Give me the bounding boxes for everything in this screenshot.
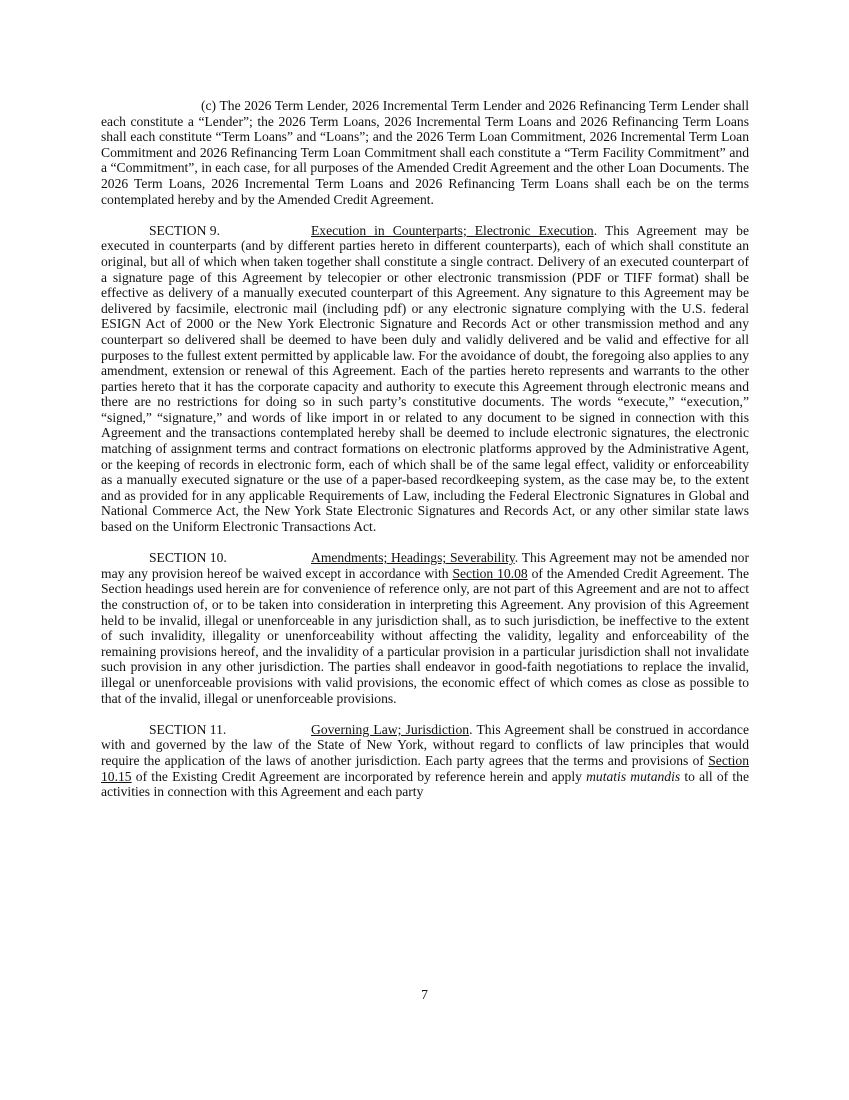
section-10-body-start: . This Agreement may not be amended nor may any provision hereof be waived except in accordance with bbox=[101, 550, 750, 581]
section-11 bbox=[101, 722, 749, 800]
section-10 bbox=[101, 550, 749, 706]
section-10-heading: Amendments; Headings; Severability bbox=[311, 550, 515, 566]
section-11-body-start: . This Agreement shall be construed in accordance with and governed by the law of the State of New York, without regard to conflicts of law principles that would require the application of the laws of another jurisdiction. Each party agrees that the terms and provisions of bbox=[101, 721, 749, 768]
page-number: 7 bbox=[421, 987, 428, 1002]
section-11-italic-term: mutatis mutandis bbox=[586, 768, 681, 784]
section-10-body-end: of the Amended Credit Agreement. The Section headings used herein are for convenience of reference only, are not part of this Agreement and are not to affect the construction of, or to be taken into consideration in interpreting this Agreement. Any provision of this Agreement held to be invalid, illegal or unenforceable in any jurisdiction shall, as to such jurisdiction, be ineffective to the extent of such invalidity, illegality or unenforceability without affecting the validity, legality and enforceability of the remaining provisions hereof, and the invalidity of a particular provision in a particular jurisdiction shall not invalidate such provision in any other jurisdiction. The parties shall endeavor in good-faith negotiations to replace the invalid, illegal or unenforceable provisions with valid provisions, the economic effect of which comes as close as possible to that of the invalid, illegal or unenforceable provisions. bbox=[101, 565, 749, 706]
section-11-body-end: to all of the activities in connection with this Agreement and each party bbox=[101, 768, 750, 800]
paragraph-c: (c) The 2026 Term Lender, 2026 Incremental Term Lender and 2026 Refinancing Term Lender shall each constitute a “Lender”; the 2026 Term Loans, 2026 Incremental Term Loans and 2026 Refinancing Term Loans shall each constitute “Term Loans” and “Loans”; and the 2026 Term Loan Commitment, 2026 Incremental Term Loan Commitment and 2026 Refinancing Term Loan Commitment shall each constitute a “Term Facility Commitment” and a “Commitment”, in each case, for all purposes of the Amended Credit Agreement and the other Loan Documents. The 2026 Term Loans, 2026 Incremental Term Loans and 2026 Refinancing Term Loans shall each be on the terms contemplated hereby and by the Amended Credit Agreement. bbox=[101, 98, 749, 207]
section-11-number: SECTION 11. bbox=[149, 721, 227, 737]
section-11-reference: Section 10.15 bbox=[101, 752, 749, 784]
section-10-reference: Section 10.08 bbox=[452, 565, 528, 581]
section-10-number: SECTION 10. bbox=[149, 550, 227, 566]
section-9 bbox=[101, 223, 749, 535]
section-11-heading: Governing Law; Jurisdiction bbox=[311, 721, 470, 737]
section-9-heading: Execution in Counterparts; Electronic Execution bbox=[311, 222, 594, 238]
document-page bbox=[101, 98, 749, 800]
section-11-body-middle: of the Existing Credit Agreement are incorporated by reference herein and apply bbox=[131, 768, 587, 784]
section-9-body: . This Agreement may be executed in counterparts (and by different parties hereto in different counterparts), each of which shall constitute an original, but all of which when taken together shall constitute a single contract. Delivery of an executed counterpart of a signature page of this Agreement by telecopier or other electronic transmission (PDF or TIFF format) shall be effective as delivery of a manually executed counterpart of this Agreement. Any signature to this Agreement may be delivered by facsimile, electronic mail (including pdf) or any electronic signature complying with the U.S. federal ESIGN Act of 2000 or the New York Electronic Signature and Records Act or other transmission method and any counterpart so delivered shall be deemed to have been duly and validly delivered and be valid and effective for all purposes to the fullest extent permitted by applicable law. For the avoidance of doubt, the foregoing also applies to any amendment, extension or renewal of this Agreement. Each of the parties hereto represents and warrants to the other parties hereto that it has the corporate capacity and authority to execute this Agreement through electronic means and there are no restrictions for doing so in such party’s constitutive documents. The words “execute,” “execution,” “signed,” “signature,” and words of like import in or related to any document to be signed in connection with this Agreement and the transactions contemplated hereby shall be deemed to include electronic signatures, the electronic matching of assignment terms and contract formations on electronic platforms approved by the Administrative Agent, or the keeping of records in electronic form, each of which shall be of the same legal effect, validity or enforceability as a manually executed signature or the use of a paper-based recordkeeping system, as the case may be, to the extent and as provided for in any applicable Requirements of Law, including the Federal Electronic Signatures in Global and National Commerce Act, the New York State Electronic Signatures and Records Act, or any other similar state laws based on the Uniform Electronic Transactions Act. bbox=[101, 222, 749, 535]
section-9-number: SECTION 9. bbox=[149, 222, 220, 238]
